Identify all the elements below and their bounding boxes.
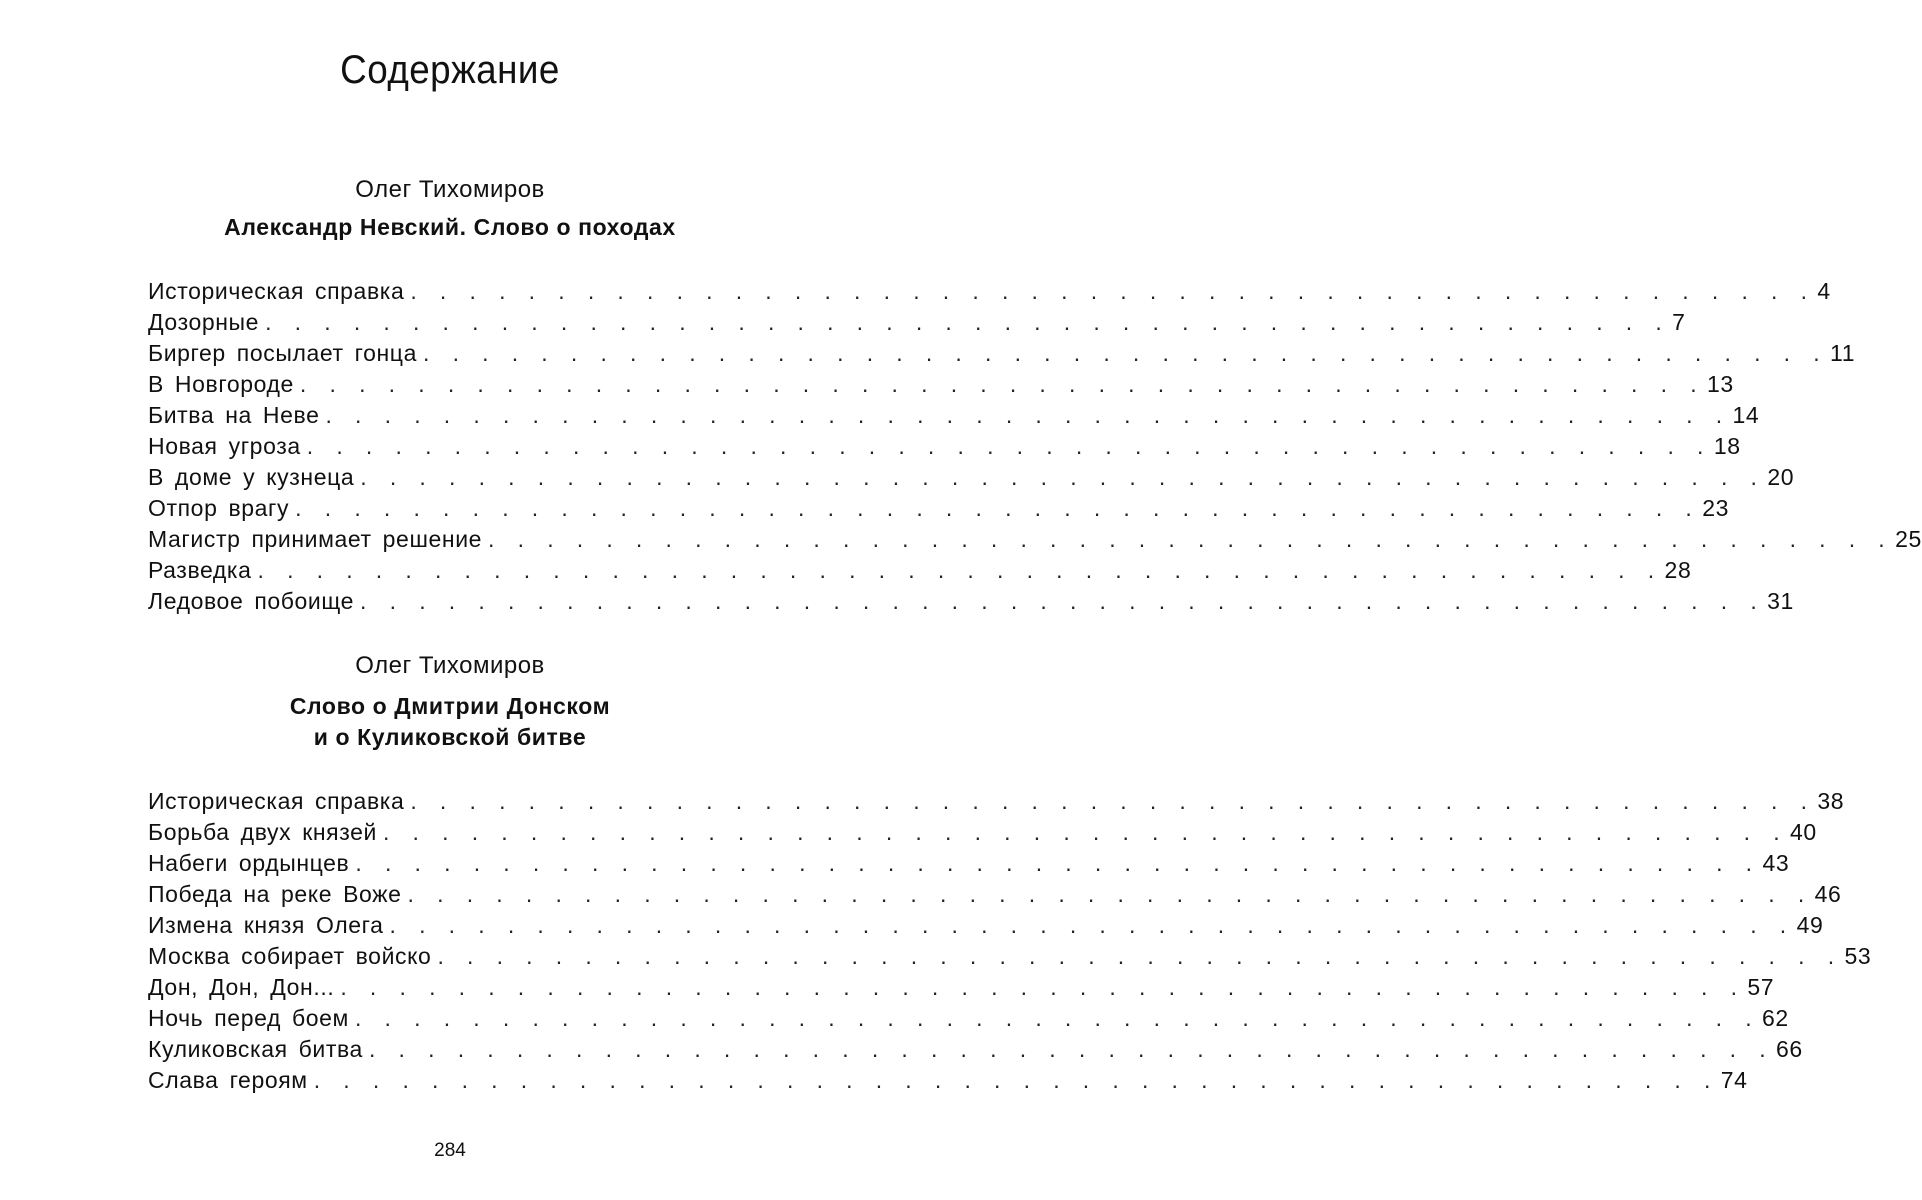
toc-entry [148, 307, 1686, 338]
toc-entry-page: 74 [1720, 1067, 1748, 1093]
dot-leader: . . . . . . . . . . . . . . . . . . . . . . . . . . . . . . . . . . . . . . . . . . . . . . . . [407, 881, 1811, 907]
dot-leader: . . . . . . . . . . . . . . . . . . . . . . . . . . . . . . . . . . . . . . . . . . . . . . . . [360, 464, 1764, 490]
toc-entry-page: 20 [1767, 464, 1795, 490]
toc-entry-label: Разведка [148, 557, 252, 583]
toc-entry [148, 276, 1831, 307]
toc-entry-page: 31 [1767, 588, 1794, 614]
toc-entry-page: 62 [1762, 1005, 1789, 1031]
dot-leader: . . . . . . . . . . . . . . . . . . . . . . . . . . . . . . . . . . . . . . . . . . . . . . . . [299, 371, 1703, 397]
toc-entry-page: 23 [1702, 495, 1730, 521]
toc-entry-page: 57 [1747, 974, 1775, 1000]
dot-leader: . . . . . . . . . . . . . . . . . . . . . . . . . . . . . . . . . . . . . . . . . . . . . . . . [488, 526, 1892, 552]
section-2-title-line-1: Слово о Дмитрии Донском [289, 693, 611, 719]
section-2-title [0, 691, 900, 753]
toc-entry-label: Историческая справка [148, 278, 405, 304]
section-2-title-line-2: и о Куликовской битве [313, 724, 587, 750]
toc-entry-label: Отпор врагу [148, 495, 290, 521]
dot-leader: . . . . . . . . . . . . . . . . . . . . . . . . . . . . . . . . . . . . . . . . . . . . . . . . [340, 974, 1744, 1000]
toc-entry [148, 400, 1760, 431]
dot-leader: . . . . . . . . . . . . . . . . . . . . . . . . . . . . . . . . . . . . . . . . . . . . . . . . [410, 788, 1814, 814]
toc-entry [148, 910, 1824, 941]
toc-entry-page: 13 [1706, 371, 1734, 397]
toc-entry [148, 786, 1845, 817]
section-2-toc-list [148, 786, 1872, 1096]
dot-leader: . . . . . . . . . . . . . . . . . . . . . . . . . . . . . . . . . . . . . . . . . . . . . . . . [422, 340, 1827, 366]
toc-entry-page: 28 [1664, 557, 1692, 583]
toc-entry [148, 524, 1922, 555]
dot-leader: . . . . . . . . . . . . . . . . . . . . . . . . . . . . . . . . . . . . . . . . . . . . . . . . [360, 588, 1764, 614]
toc-entry-label: Историческая справка [148, 788, 405, 814]
toc-entry [148, 879, 1842, 910]
dot-leader: . . . . . . . . . . . . . . . . . . . . . . . . . . . . . . . . . . . . . . . . . . . . . . . . [437, 943, 1841, 969]
toc-entry-label: Набеги ордынцев [148, 850, 350, 876]
toc-entry [148, 1003, 1789, 1034]
toc-entry [148, 586, 1794, 617]
toc-entry-label: Новая угроза [148, 433, 301, 459]
dot-leader: . . . . . . . . . . . . . . . . . . . . . . . . . . . . . . . . . . . . . . . . . . . . . . . . [325, 402, 1729, 428]
section-1-title-line-1: Александр Невский. Слово о походах [224, 214, 676, 240]
toc-entry-label: Куликовская битва [148, 1036, 363, 1062]
toc-entry-page: 43 [1762, 850, 1790, 876]
toc-entry-label: В Новгороде [148, 371, 294, 397]
section-1-toc-list [148, 276, 1922, 617]
page-title: Содержание [340, 48, 560, 92]
toc-entry-label: Ночь перед боем [148, 1005, 349, 1031]
toc-entry-label: Борьба двух князей [148, 819, 377, 845]
page-number: 284 [434, 1140, 466, 1161]
dot-leader: . . . . . . . . . . . . . . . . . . . . . . . . . . . . . . . . . . . . . . . . . . . . . . . . [265, 309, 1669, 335]
toc-entry [148, 462, 1795, 493]
dot-leader: . . . . . . . . . . . . . . . . . . . . . . . . . . . . . . . . . . . . . . . . . . . . . . . . [410, 278, 1814, 304]
dot-leader: . . . . . . . . . . . . . . . . . . . . . . . . . . . . . . . . . . . . . . . . . . . . . . . . [313, 1067, 1717, 1093]
toc-entry [148, 848, 1790, 879]
toc-entry-label: Магистр принимает решение [148, 526, 483, 552]
toc-entry-page: 38 [1817, 788, 1845, 814]
section-1-author: Олег Тихомиров [355, 176, 545, 203]
toc-entry-label: Дозорные [148, 309, 260, 335]
toc-entry-label: Дон, Дон, Дон... [148, 974, 335, 1000]
toc-entry-label: Победа на реке Воже [148, 881, 402, 907]
toc-entry [148, 972, 1775, 1003]
toc-entry [148, 1034, 1803, 1065]
toc-entry-page: 49 [1796, 912, 1824, 938]
toc-entry-page: 7 [1672, 309, 1686, 335]
toc-entry [148, 817, 1817, 848]
toc-entry-page: 25 [1895, 526, 1922, 552]
toc-entry-page: 18 [1713, 433, 1741, 459]
toc-entry-page: 46 [1814, 881, 1842, 907]
toc-entry-page: 40 [1790, 819, 1817, 845]
toc-entry [148, 431, 1741, 462]
dot-leader: . . . . . . . . . . . . . . . . . . . . . . . . . . . . . . . . . . . . . . . . . . . . . . . . [355, 850, 1759, 876]
toc-entry-label: Измена князя Олега [148, 912, 384, 938]
toc-entry-page: 66 [1776, 1036, 1803, 1062]
toc-entry-page: 4 [1817, 278, 1831, 304]
toc-entry [148, 369, 1734, 400]
toc-entry-label: Москва собирает войско [148, 943, 432, 969]
toc-entry-page: 11 [1830, 340, 1856, 366]
toc-entry-page: 14 [1732, 402, 1760, 428]
toc-entry [148, 1065, 1748, 1096]
toc-entry-page: 53 [1844, 943, 1872, 969]
section-2-author: Олег Тихомиров [355, 652, 545, 679]
toc-entry-label: Биргер посылает гонца [148, 340, 417, 366]
toc-entry-label: Слава героям [148, 1067, 308, 1093]
dot-leader: . . . . . . . . . . . . . . . . . . . . . . . . . . . . . . . . . . . . . . . . . . . . . . . . [368, 1036, 1773, 1062]
dot-leader: . . . . . . . . . . . . . . . . . . . . . . . . . . . . . . . . . . . . . . . . . . . . . . . . [306, 433, 1710, 459]
dot-leader: . . . . . . . . . . . . . . . . . . . . . . . . . . . . . . . . . . . . . . . . . . . . . . . . [382, 819, 1787, 845]
toc-entry [148, 338, 1856, 369]
toc-entry-label: Битва на Неве [148, 402, 320, 428]
toc-entry-label: В доме у кузнеца [148, 464, 355, 490]
toc-entry [148, 493, 1730, 524]
dot-leader: . . . . . . . . . . . . . . . . . . . . . . . . . . . . . . . . . . . . . . . . . . . . . . . . [354, 1005, 1759, 1031]
dot-leader: . . . . . . . . . . . . . . . . . . . . . . . . . . . . . . . . . . . . . . . . . . . . . . . . [257, 557, 1661, 583]
toc-entry [148, 555, 1692, 586]
dot-leader: . . . . . . . . . . . . . . . . . . . . . . . . . . . . . . . . . . . . . . . . . . . . . . . . [295, 495, 1699, 521]
toc-entry-label: Ледовое побоище [148, 588, 355, 614]
section-1-title [0, 212, 900, 243]
toc-entry [148, 941, 1872, 972]
dot-leader: . . . . . . . . . . . . . . . . . . . . . . . . . . . . . . . . . . . . . . . . . . . . . . . . [389, 912, 1793, 938]
